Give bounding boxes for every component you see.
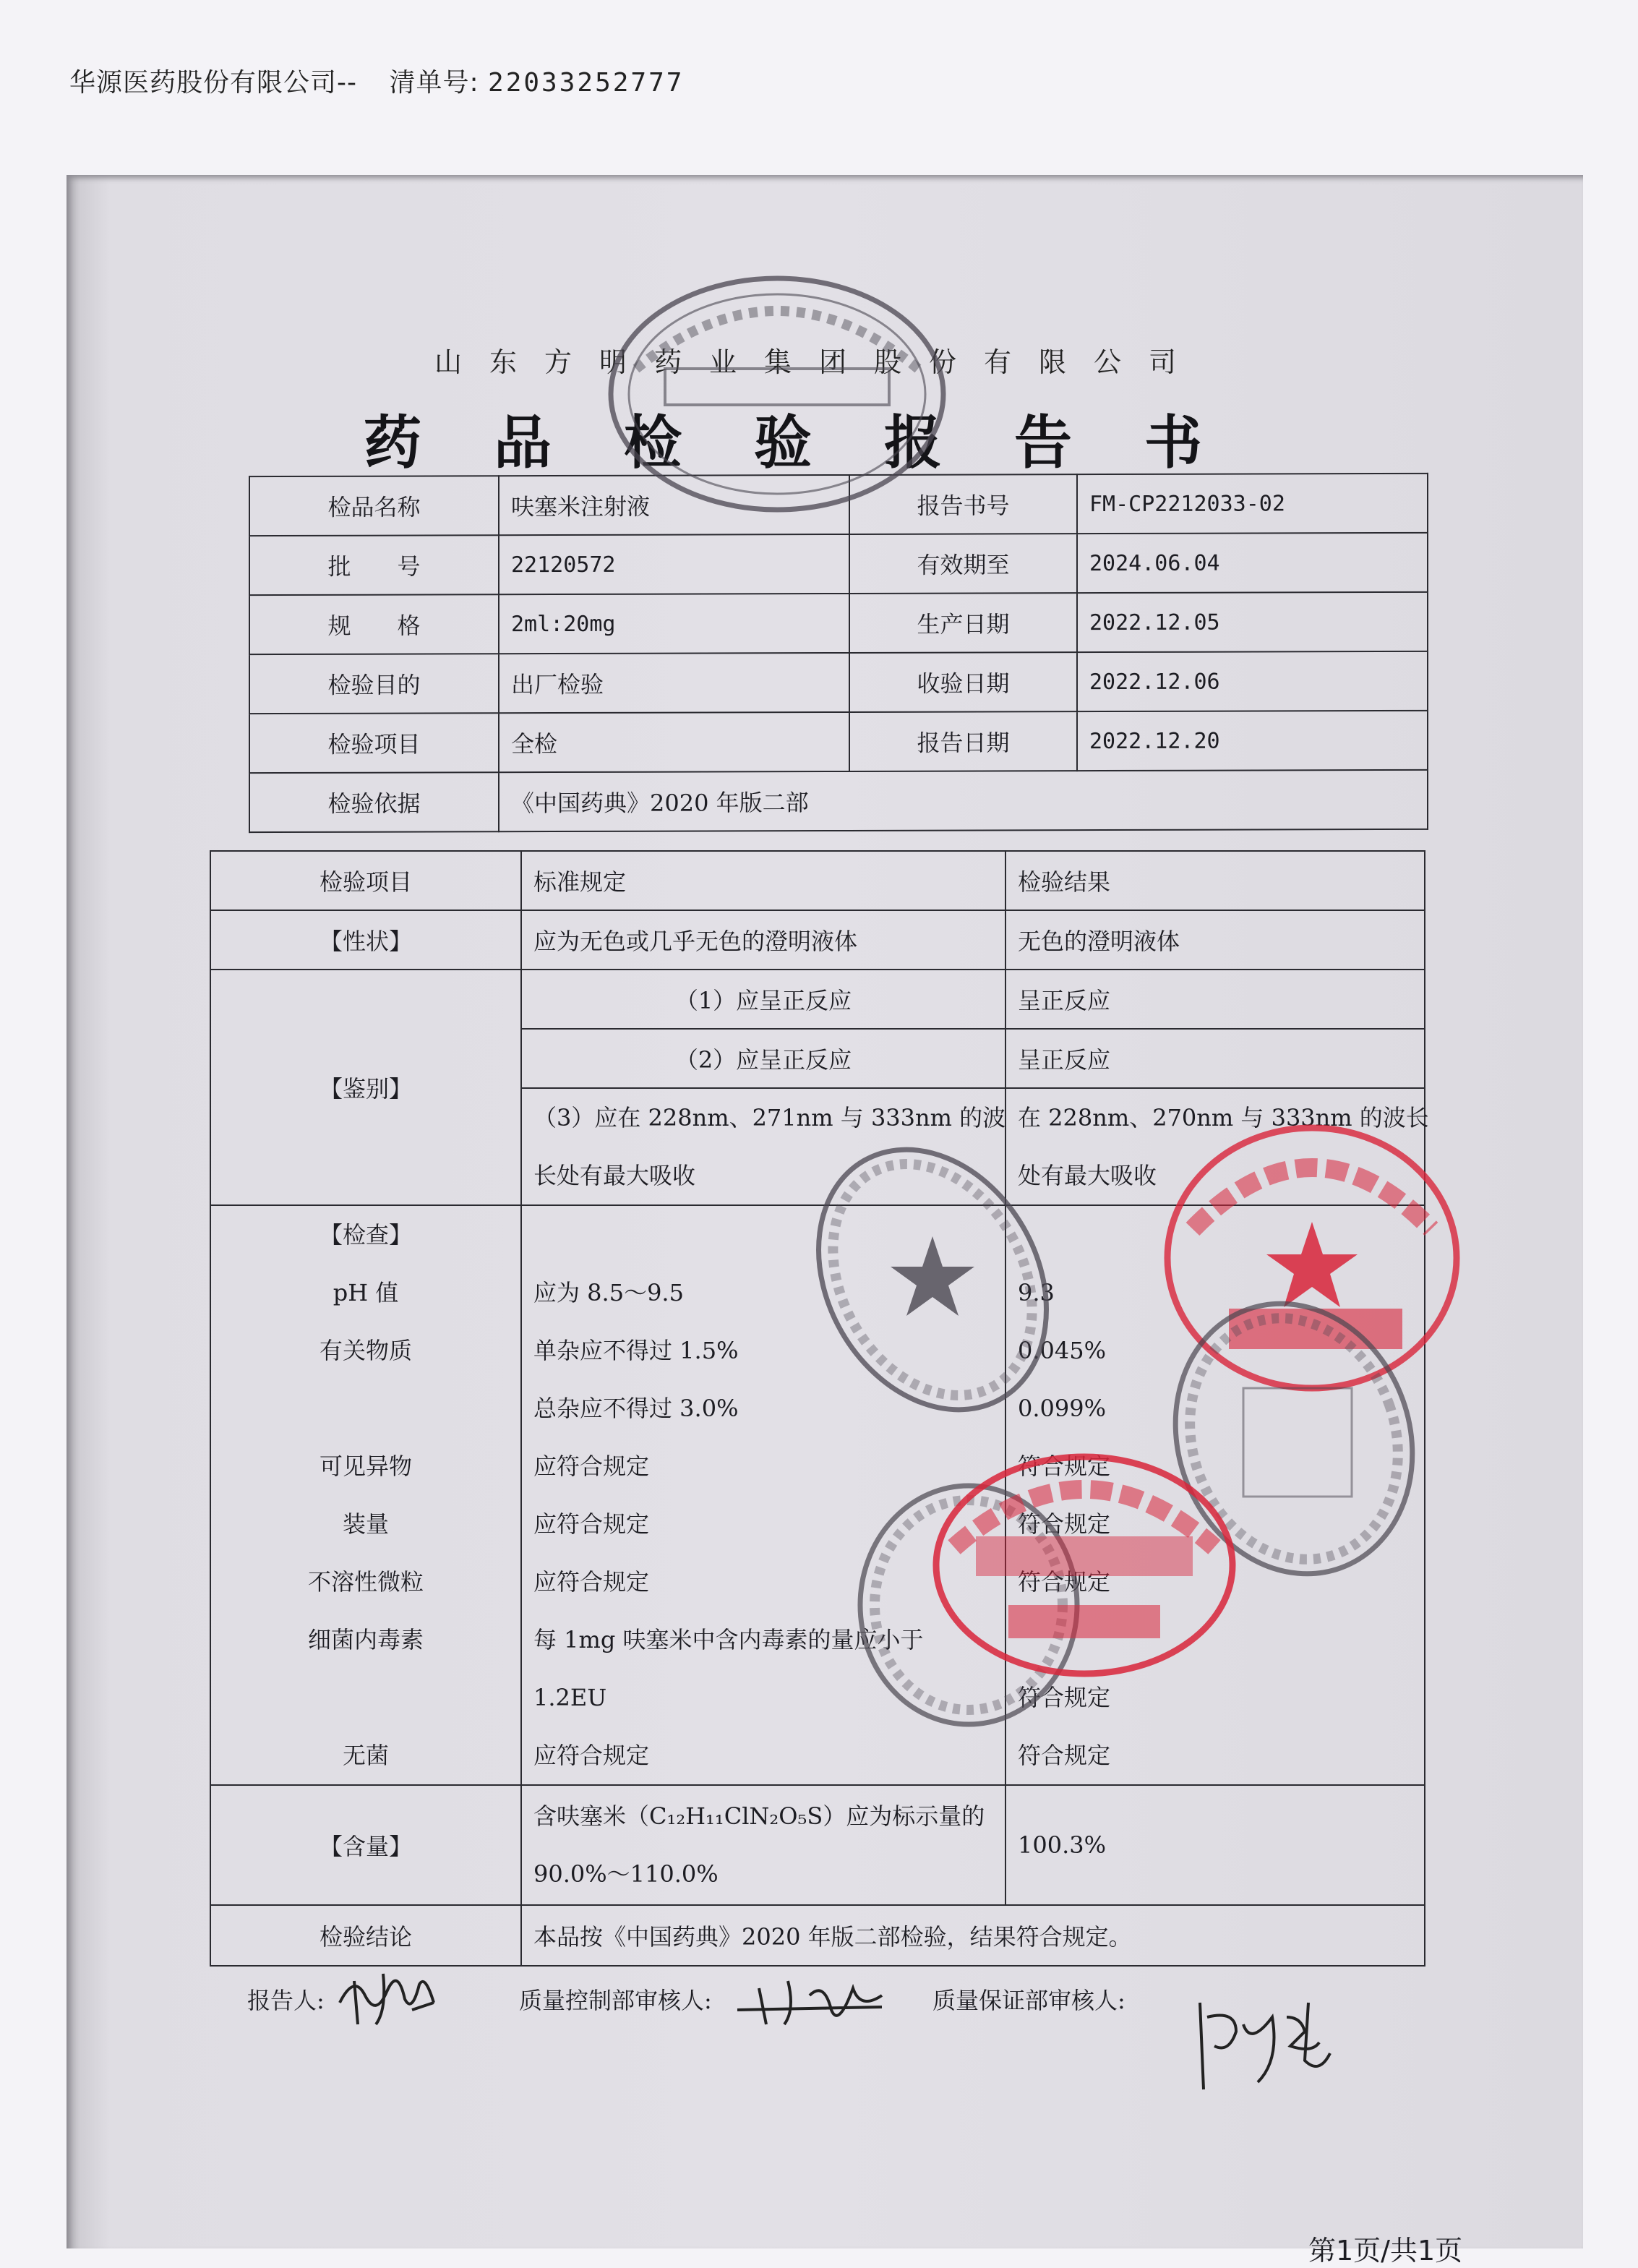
report-date: 2022.12.20 — [1077, 711, 1428, 771]
fill-volume-label: 装量 — [342, 1510, 389, 1538]
endotoxin-standard-line2: 1.2EU — [533, 1684, 607, 1711]
report-title: 药品检验报告书 — [364, 409, 1274, 476]
insoluble-particles-standard: 应符合规定 — [533, 1568, 650, 1596]
insoluble-particles-result: 符合规定 — [1018, 1568, 1111, 1596]
production-label: 生产日期 — [849, 593, 1077, 653]
qc-reviewer-label: 质量控制部审核人: — [519, 1987, 712, 2014]
expiry: 2024.06.04 — [1077, 533, 1428, 593]
qc-reviewer-signature — [730, 1974, 904, 2032]
visible-particles-result: 符合规定 — [1018, 1452, 1111, 1480]
endotoxin-result: 符合规定 — [1018, 1684, 1111, 1711]
purpose: 出厂检验 — [499, 653, 849, 713]
ph-result: 9.3 — [1018, 1279, 1055, 1306]
check-labels-cell — [210, 1205, 521, 1785]
assay-label: 【含量】 — [210, 1785, 521, 1905]
single-impurity-standard: 单杂应不得过 1.5% — [533, 1337, 739, 1364]
insoluble-particles-label: 不溶性微粒 — [307, 1568, 424, 1596]
production-date: 2022.12.05 — [1077, 592, 1428, 652]
reporter-label: 报告人: — [247, 1987, 325, 2014]
product-name-label: 检品名称 — [249, 476, 499, 536]
spec-label: 规 格 — [249, 594, 499, 654]
total-impurity-result: 0.099% — [1018, 1395, 1107, 1422]
col-result: 检验结果 — [1005, 851, 1425, 910]
page-number: 第1页/共1页 — [1308, 2235, 1463, 2267]
related-substances-label: 有关物质 — [319, 1337, 412, 1364]
list-label: 清单号: — [389, 68, 479, 98]
conclusion-label: 检验结论 — [210, 1905, 521, 1966]
fill-volume-result: 符合规定 — [1018, 1510, 1111, 1538]
ph-standard: 应为 8.5～9.5 — [533, 1279, 684, 1306]
visible-particles-label: 可见异物 — [319, 1452, 412, 1480]
product-name: 呋塞米注射液 — [499, 475, 849, 535]
assay-result: 100.3% — [1005, 1785, 1425, 1905]
items-label: 检验项目 — [249, 713, 499, 773]
qa-reviewer-label: 质量保证部审核人: — [932, 1987, 1125, 2014]
reporter-signature — [333, 1959, 448, 2039]
received-label: 收验日期 — [849, 652, 1077, 712]
ph-label: pH 值 — [333, 1279, 399, 1306]
quality-report-seal-red — [925, 1446, 1243, 1685]
batch: 22120572 — [499, 534, 849, 594]
ident1-result: 呈正反应 — [1005, 970, 1425, 1029]
conclusion: 本品按《中国药典》2020 年版二部检验，结果符合规定。 — [521, 1905, 1425, 1966]
ident1-standard: （1）应呈正反应 — [521, 970, 1005, 1029]
purpose-label: 检验目的 — [249, 654, 499, 714]
appearance-label: 【性状】 — [210, 910, 521, 970]
quality-seal-gray — [781, 1128, 1084, 1432]
endotoxin-standard-line1: 每 1mg 呋塞米中含内毒素的量应小于 — [533, 1626, 924, 1653]
assay-standard-line2: 90.0%～110.0% — [533, 1860, 719, 1888]
list-number: 22033252777 — [488, 68, 685, 98]
basis: 《中国药典》2020 年版二部 — [499, 770, 1428, 831]
appearance-standard: 应为无色或几乎无色的澄明液体 — [521, 910, 1005, 970]
supplier-name: 华源医药股份有限公司-- — [69, 68, 357, 98]
company-name: 山东方明药业集团股份有限公司 — [434, 346, 1204, 378]
endotoxin-label: 细菌内毒素 — [307, 1626, 424, 1653]
expiry-label: 有效期至 — [849, 534, 1077, 594]
spec: 2ml:20mg — [499, 594, 849, 654]
document-header — [69, 62, 684, 99]
report-date-label: 报告日期 — [849, 711, 1077, 771]
items: 全检 — [499, 712, 849, 772]
sterility-result: 符合规定 — [1018, 1742, 1111, 1769]
report-no-label: 报告书号 — [849, 474, 1077, 534]
sterility-standard: 应符合规定 — [533, 1742, 650, 1769]
total-impurity-standard: 总杂应不得过 3.0% — [533, 1395, 739, 1422]
ident3-result-line1: 在 228nm、270nm 与 333nm 的波长 — [1018, 1104, 1429, 1131]
sterility-label: 无菌 — [342, 1742, 389, 1769]
visible-particles-standard: 应符合规定 — [533, 1452, 650, 1480]
batch-label: 批 号 — [249, 535, 499, 595]
blank-row — [211, 1669, 520, 1726]
ident3-standard-line1: （3）应在 228nm、271nm 与 333nm 的波 — [533, 1104, 1006, 1131]
appearance-result: 无色的澄明液体 — [1005, 910, 1425, 970]
check-label: 【检查】 — [319, 1221, 412, 1249]
basis-label: 检验依据 — [249, 772, 499, 832]
ident2-result: 呈正反应 — [1005, 1029, 1425, 1088]
fill-volume-standard: 应符合规定 — [533, 1510, 650, 1538]
report-no: FM-CP2212033-02 — [1077, 474, 1428, 534]
assay-standard-line1: 含呋塞米（C₁₂H₁₁ClN₂O₅S）应为标示量的 — [533, 1802, 985, 1830]
assay-standard-cell — [521, 1785, 1005, 1905]
single-impurity-result: 0.045% — [1018, 1337, 1107, 1364]
company-seal-top — [593, 260, 961, 528]
identification-label: 【鉴别】 — [210, 970, 521, 1205]
qa-reviewer-signature — [1193, 1988, 1337, 2126]
col-item: 检验项目 — [210, 851, 521, 910]
ident3-standard-line2: 长处有最大吸收 — [533, 1162, 696, 1189]
ident3-result-line2: 处有最大吸收 — [1018, 1162, 1157, 1189]
received-date: 2022.12.06 — [1077, 651, 1428, 711]
ident2-standard: （2）应呈正反应 — [521, 1029, 1005, 1088]
blank-row — [211, 1379, 520, 1437]
col-standard: 标准规定 — [521, 851, 1005, 910]
